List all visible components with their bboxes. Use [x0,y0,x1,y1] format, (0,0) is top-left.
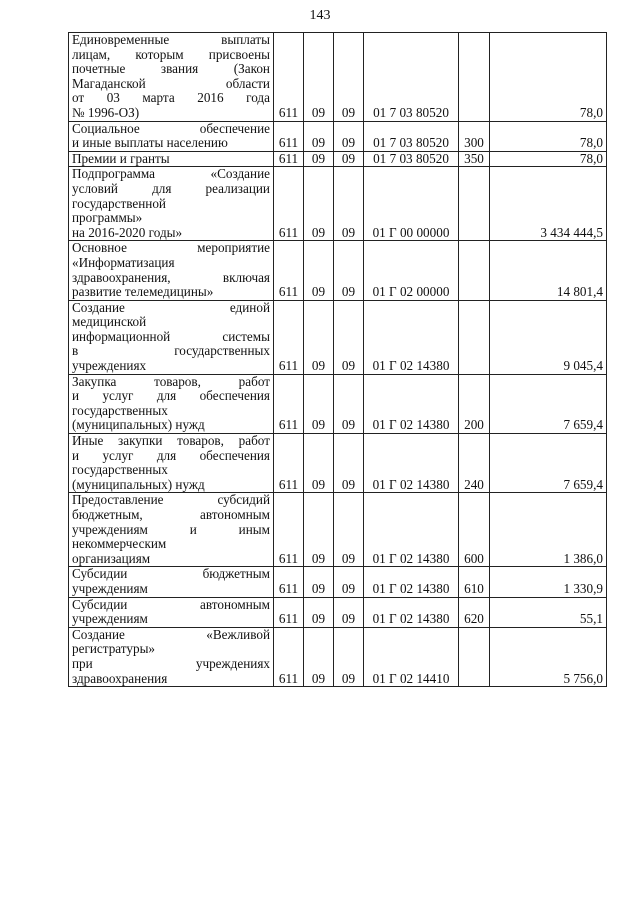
table-row [69,493,607,567]
row-ministry-code: 611 [274,374,304,433]
row-amount: 7 659,4 [490,434,607,493]
row-expense-type: 240 [459,434,490,493]
row-target-article: 01 7 03 80520 [364,121,459,151]
table-row [69,434,607,493]
row-section-code: 09 [304,434,334,493]
row-target-article: 01 Г 02 14380 [364,374,459,433]
row-subsection-code: 09 [334,300,364,374]
row-amount: 3 434 444,5 [490,167,607,241]
row-expense-type: 350 [459,151,490,167]
row-name-line: Субсидии автономным [72,596,270,612]
row-name-line: информационной системы [72,328,270,344]
row-ministry-code: 611 [274,434,304,493]
row-amount: 5 756,0 [490,627,607,686]
row-subsection-code: 09 [334,567,364,597]
row-subsection-code: 09 [334,597,364,627]
row-ministry-code: 611 [274,167,304,241]
row-name [69,567,274,597]
row-name-line: Создание единой [72,299,270,315]
row-subsection-code: 09 [334,121,364,151]
row-target-article: 01 Г 02 14380 [364,597,459,627]
row-subsection-code: 09 [334,627,364,686]
row-expense-type: 600 [459,493,490,567]
row-section-code: 09 [304,167,334,241]
row-subsection-code: 09 [334,151,364,167]
row-target-article: 01 Г 02 14380 [364,567,459,597]
table-row [69,241,607,300]
row-amount: 9 045,4 [490,300,607,374]
table-row [69,300,607,374]
row-expense-type [459,300,490,374]
row-ministry-code: 611 [274,567,304,597]
row-name-line: и иные выплаты населению [72,135,228,151]
table-row [69,121,607,151]
row-section-code: 09 [304,300,334,374]
row-name-line: Предоставление субсидий [72,492,270,508]
row-amount: 78,0 [490,151,607,167]
page-number: 143 [309,8,331,23]
row-name-line: бюджетным, автономным [72,507,270,522]
row-subsection-code: 09 [334,493,364,567]
row-name [69,493,274,567]
row-section-code: 09 [304,374,334,433]
row-amount: 78,0 [490,33,607,122]
row-section-code: 09 [304,627,334,686]
row-subsection-code: 09 [334,241,364,300]
row-name-line: от 03 марта 2016 года [72,90,270,106]
row-name-line: № 1996-ОЗ) [72,104,140,120]
row-name [69,597,274,627]
row-name-line: на 2016-2020 годы» [72,224,183,240]
row-name-line: учреждениям [72,580,148,596]
row-name-line: государственных [72,462,168,478]
table-row [69,167,607,241]
row-section-code: 09 [304,241,334,300]
row-expense-type [459,627,490,686]
row-name-line: условий для реализации [72,180,270,196]
row-amount: 1 386,0 [490,493,607,567]
row-name-line: Иные закупки товаров, работ [72,433,270,449]
row-ministry-code: 611 [274,241,304,300]
row-name-line: Премии и гранты [72,150,170,166]
row-section-code: 09 [304,567,334,597]
row-name-line: Создание «Вежливой [72,626,270,642]
row-name-line: медицинской [72,314,147,330]
row-name-line: почетные звания (Закон [72,61,270,77]
row-name-line: организациям [72,550,151,566]
row-expense-type [459,167,490,241]
row-name-line: Субсидии бюджетным [72,566,270,582]
row-expense-type: 300 [459,121,490,151]
row-name-line: учреждениям и иным [72,521,270,537]
row-amount: 78,0 [490,121,607,151]
row-name [69,300,274,374]
row-name-line: здравоохранения, включая [72,269,270,285]
row-target-article: 01 Г 00 00000 [364,167,459,241]
row-name-line: Магаданской области [72,75,270,91]
row-ministry-code: 611 [274,151,304,167]
row-ministry-code: 611 [274,33,304,122]
row-name-line: и услуг для обеспечения [72,388,270,404]
row-ministry-code: 611 [274,597,304,627]
row-section-code: 09 [304,597,334,627]
row-name-line: при учреждениях [72,655,270,671]
row-name-line: «Информатизация [72,254,175,270]
row-name-line: Социальное обеспечение [72,120,270,136]
row-name [69,167,274,241]
row-expense-type [459,33,490,122]
row-name-line: Подпрограмма «Создание [72,166,270,182]
row-target-article: 01 7 03 80520 [364,33,459,122]
row-name [69,434,274,493]
row-expense-type: 200 [459,374,490,433]
row-name-line: государственной [72,195,166,211]
row-target-article: 01 7 03 80520 [364,151,459,167]
row-section-code: 09 [304,121,334,151]
row-name [69,33,274,122]
table-row [69,374,607,433]
row-expense-type [459,241,490,300]
row-subsection-code: 09 [334,434,364,493]
table-row [69,151,607,167]
row-amount: 1 330,9 [490,567,607,597]
row-name-line: Закупка товаров, работ [72,373,270,389]
table-row [69,597,607,627]
row-amount: 14 801,4 [490,241,607,300]
row-name-line: регистратуры» [72,641,156,657]
row-name-line: здравоохранения [72,670,168,686]
row-ministry-code: 611 [274,627,304,686]
row-expense-type: 610 [459,567,490,597]
row-name-line: (муниципальных) нужд [72,417,205,433]
table-row [69,567,607,597]
row-expense-type: 620 [459,597,490,627]
row-ministry-code: 611 [274,300,304,374]
row-ministry-code: 611 [274,121,304,151]
row-name [69,151,274,167]
row-name [69,374,274,433]
row-target-article: 01 Г 02 14410 [364,627,459,686]
row-name-line: учреждениях [72,358,147,374]
row-name-line: некоммерческим [72,536,167,552]
row-subsection-code: 09 [334,374,364,433]
row-name-line: Основное мероприятие [72,240,270,256]
row-name-line: и услуг для обеспечения [72,447,270,463]
row-target-article: 01 Г 02 00000 [364,241,459,300]
row-section-code: 09 [304,493,334,567]
row-section-code: 09 [304,151,334,167]
row-amount: 7 659,4 [490,374,607,433]
row-name-line: развитие телемедицины» [72,284,214,300]
row-name [69,627,274,686]
budget-table [68,32,607,687]
row-name-line: Единовременные выплаты [72,32,270,47]
row-name-line: (муниципальных) нужд [72,476,205,492]
row-ministry-code: 611 [274,493,304,567]
row-subsection-code: 09 [334,167,364,241]
row-name [69,121,274,151]
table-row [69,627,607,686]
row-name-line: в государственных [72,343,270,359]
table-row [69,33,607,122]
row-name-line: лицам, которым присвоены [72,46,270,62]
row-section-code: 09 [304,33,334,122]
row-subsection-code: 09 [334,33,364,122]
row-target-article: 01 Г 02 14380 [364,434,459,493]
row-name [69,241,274,300]
row-amount: 55,1 [490,597,607,627]
row-name-line: государственных [72,402,168,418]
row-target-article: 01 Г 02 14380 [364,300,459,374]
row-name-line: программы» [72,210,143,226]
row-name-line: учреждениям [72,611,148,627]
row-target-article: 01 Г 02 14380 [364,493,459,567]
